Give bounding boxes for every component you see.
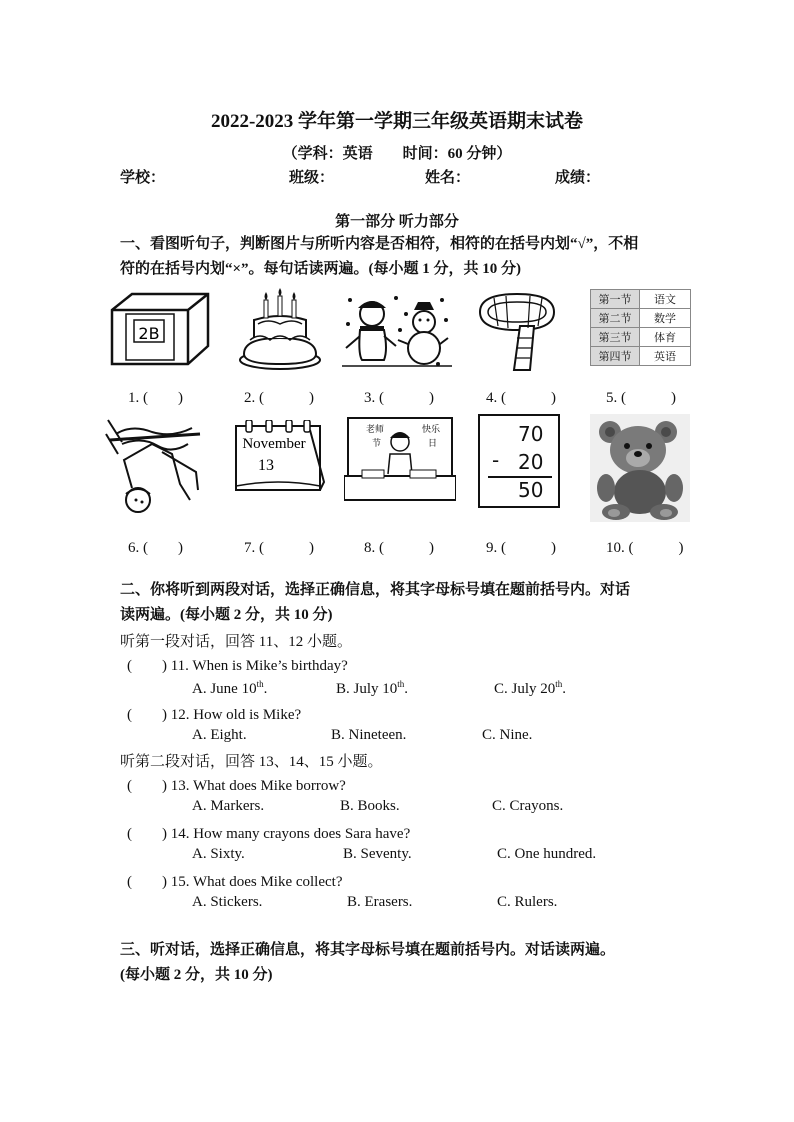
schedule-period: 第三节: [591, 328, 640, 347]
question-11: ( ) 11. When is Mike’s birthday?: [127, 658, 348, 674]
score-field: 成绩：: [555, 170, 601, 186]
eraser-picture: [104, 290, 214, 368]
schedule-subject: 英语: [640, 347, 691, 366]
school-field: 学校：: [120, 170, 166, 186]
schedule-subject: 体育: [640, 328, 691, 347]
option-a: A. June 10th.: [192, 679, 268, 697]
item-number: 7. ( ): [244, 540, 314, 556]
section-two-line1: 二、你将听到两段对话，选择正确信息，将其字母标号填在题前括号内。对话: [120, 582, 631, 598]
birthday-cake-picture: [236, 288, 324, 372]
option-b: B. Erasers.: [347, 894, 413, 910]
item-number: 1. ( ): [128, 390, 183, 406]
section-three-instructions: [120, 938, 720, 988]
calendar-day: 13: [258, 457, 274, 474]
schedule-row: [591, 328, 691, 347]
question-15: ( ) 15. What does Mike collect?: [127, 874, 343, 890]
board-text: 老师: [366, 425, 385, 435]
section-one-line1: 一、看图听句子，判断图片与所听内容是否相符，相符的在括号内划“√”，不相: [120, 236, 639, 252]
item-number: 10. ( ): [606, 540, 684, 556]
board-text: 日: [428, 439, 438, 449]
dialogue-two-intro: 听第二段对话，回答 13、14、15 小题。: [120, 754, 383, 770]
section-three-line2: (每小题 2 分，共 10 分): [120, 967, 273, 983]
option-c: C. Crayons.: [492, 798, 564, 814]
item-number: 8. ( ): [364, 540, 434, 556]
teddy-bear-picture: [590, 414, 690, 522]
schedule-subject: 数学: [640, 309, 691, 328]
option-a: A. Markers.: [192, 798, 265, 814]
board-text: 快乐: [422, 425, 441, 435]
schedule-row: [591, 347, 691, 366]
schedule-table: [590, 289, 691, 366]
option-c: C. One hundred.: [497, 846, 597, 862]
schedule-period: 第一节: [591, 290, 640, 309]
item-number: 6. ( ): [128, 540, 183, 556]
high-jump-picture: [102, 414, 206, 524]
dialogue-one-intro: 听第一段对话，回答 11、12 小题。: [120, 634, 352, 650]
question-14: ( ) 14. How many crayons does Sara have?: [127, 826, 411, 842]
option-c: C. July 20th.: [494, 679, 567, 697]
item-number: 5. ( ): [606, 390, 676, 406]
subtraction-picture: [478, 414, 560, 508]
section-one-line2: 符的在括号内划“×”。每句话读两遍。(每小题 1 分，共 10 分): [120, 261, 522, 277]
teachers-day-picture: [344, 416, 456, 502]
calendar-month: November: [242, 436, 306, 452]
schedule-row: [591, 309, 691, 328]
board-text: 节: [372, 439, 382, 449]
section-two-instructions: [120, 578, 680, 628]
option-c: C. Rulers.: [497, 894, 558, 910]
name-field: 姓名：: [425, 170, 471, 186]
scarf-picture: [474, 290, 560, 374]
question-12: ( ) 12. How old is Mike?: [127, 707, 302, 723]
question-13: ( ) 13. What does Mike borrow?: [127, 778, 346, 794]
item-number: 3. ( ): [364, 390, 434, 406]
minuend: 70: [518, 422, 544, 446]
section-three-line1: 三、听对话，选择正确信息，将其字母标号填在题前括号内。对话读两遍。: [120, 942, 616, 958]
calendar-picture: [230, 420, 326, 496]
option-b: B. Books.: [340, 798, 400, 814]
option-b: B. Nineteen.: [331, 727, 407, 743]
schedule-row: [591, 290, 691, 309]
item-number: 2. ( ): [244, 390, 314, 406]
subtrahend: 20: [518, 450, 544, 474]
class-field: 班级：: [289, 170, 335, 186]
part-one-title: 第一部分 听力部分: [335, 214, 459, 230]
eraser-label: 2B: [138, 324, 160, 343]
section-one-instructions: [120, 232, 680, 282]
option-b: B. July 10th.: [336, 679, 409, 697]
minus-sign: -: [492, 448, 500, 472]
option-b: B. Seventy.: [343, 846, 412, 862]
option-a: A. Sixty.: [192, 846, 245, 862]
schedule-subject: 语文: [640, 290, 691, 309]
item-number: 4. ( ): [486, 390, 556, 406]
exam-subtitle: （学科：英语 时间：60 分钟）: [282, 146, 512, 162]
schedule-period: 第四节: [591, 347, 640, 366]
option-a: A. Stickers.: [192, 894, 263, 910]
item-number: 9. ( ): [486, 540, 556, 556]
option-c: C. Nine.: [482, 727, 533, 743]
class-schedule-picture: [590, 289, 691, 366]
schedule-period: 第二节: [591, 309, 640, 328]
exam-title: 2022-2023 学年第一学期三年级英语期末试卷: [210, 111, 584, 132]
section-two-line2: 读两遍。(每小题 2 分，共 10 分): [120, 607, 333, 623]
snowman-picture: [342, 290, 452, 370]
student-info-fields: [120, 166, 720, 186]
difference: 50: [518, 478, 544, 502]
option-a: A. Eight.: [192, 727, 247, 743]
